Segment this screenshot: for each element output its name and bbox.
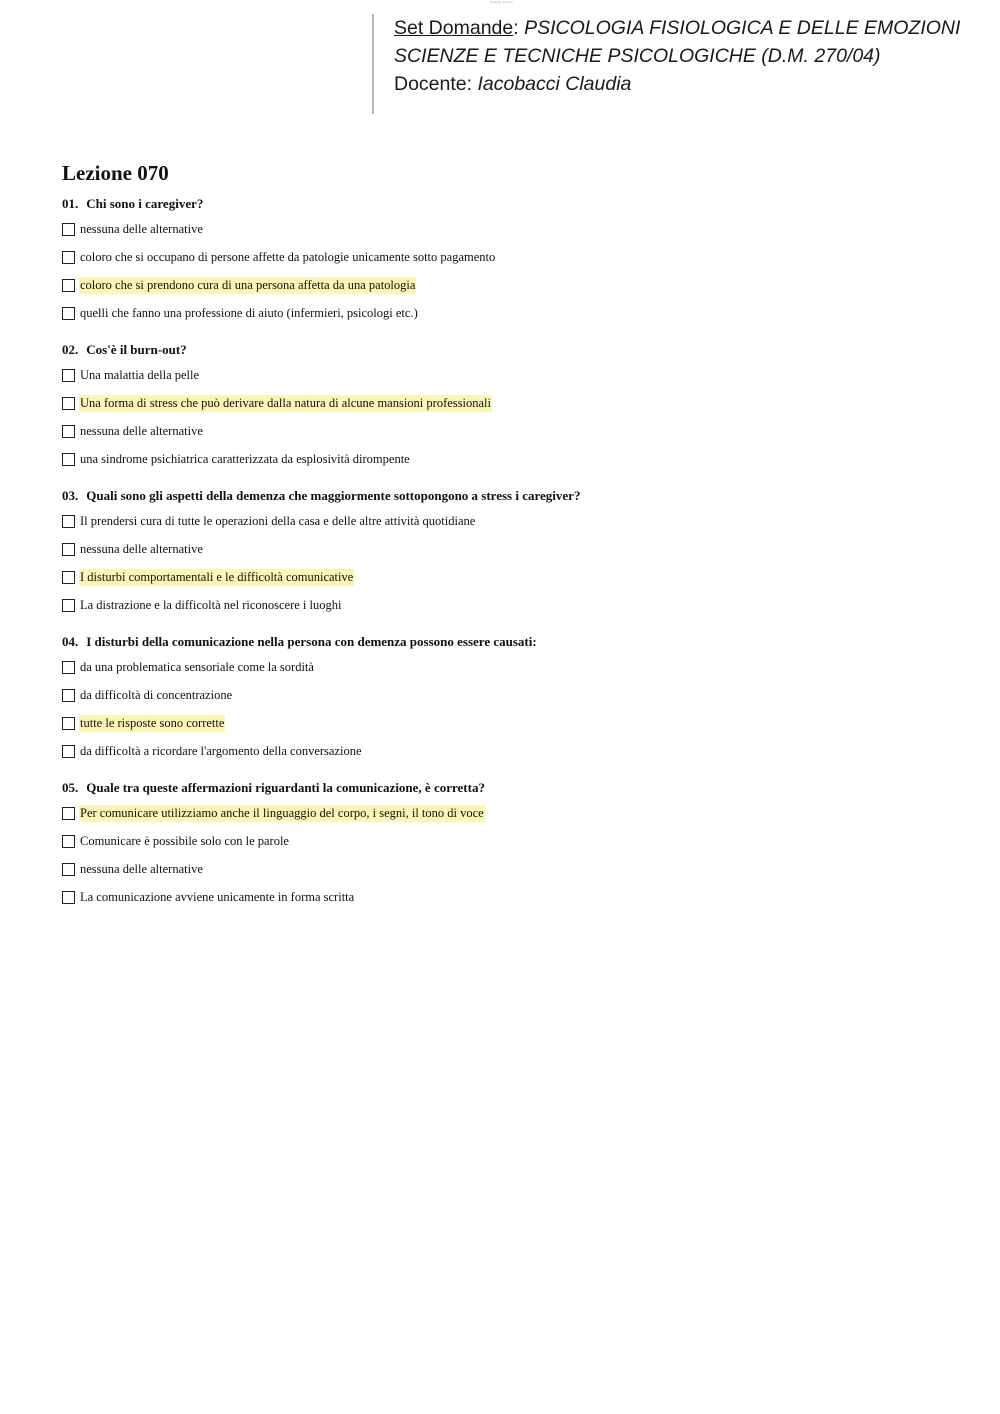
- question-block: [62, 193, 962, 327]
- question-number: 04.: [62, 634, 79, 649]
- answer-text-highlighted: coloro che si prendono cura di una persona affetta da una patologia: [80, 277, 416, 292]
- answer-checkbox[interactable]: [62, 307, 75, 320]
- answer-option[interactable]: [62, 883, 962, 911]
- answer-option[interactable]: [62, 271, 962, 299]
- question-text: Quale tra queste affermazioni riguardanti la comunicazione, è corretta?: [86, 780, 485, 795]
- question-block: [62, 339, 962, 473]
- answer-text: coloro che si occupano di persone affette da patologie unicamente sotto pagamento: [80, 249, 496, 264]
- answer-checkbox[interactable]: [62, 515, 75, 528]
- question-number: 05.: [62, 780, 79, 795]
- question-title: [62, 631, 962, 653]
- question-text: Quali sono gli aspetti della demenza che maggiormente sottopongono a stress i caregiver?: [86, 488, 581, 503]
- answer-checkbox[interactable]: [62, 425, 75, 438]
- lesson-title: Lezione 070: [62, 161, 169, 185]
- answer-option[interactable]: [62, 653, 962, 681]
- answer-option[interactable]: [62, 855, 962, 883]
- answer-text-highlighted: Per comunicare utilizziamo anche il linguaggio del corpo, i segni, il tono di voce: [80, 805, 484, 820]
- answer-option[interactable]: [62, 591, 962, 619]
- answer-text: quelli che fanno una professione di aiuto (infermieri, psicologi etc.): [80, 305, 418, 320]
- answer-text: da difficoltà a ricordare l'argomento della conversazione: [80, 743, 362, 758]
- degree-line: [394, 42, 974, 70]
- answer-checkbox[interactable]: [62, 835, 75, 848]
- answer-text: nessuna delle alternative: [80, 541, 203, 556]
- answer-text: Il prendersi cura di tutte le operazioni della casa e delle altre attività quotidiane: [80, 513, 476, 528]
- answer-checkbox[interactable]: [62, 807, 75, 820]
- answer-option[interactable]: [62, 243, 962, 271]
- answer-text-highlighted: tutte le risposte sono corrette: [80, 715, 225, 730]
- answer-checkbox[interactable]: [62, 397, 75, 410]
- answer-option[interactable]: [62, 563, 962, 591]
- answer-checkbox[interactable]: [62, 717, 75, 730]
- answer-option[interactable]: [62, 417, 962, 445]
- answer-checkbox[interactable]: [62, 745, 75, 758]
- teacher-name: Iacobacci Claudia: [477, 73, 632, 95]
- question-title: [62, 777, 962, 799]
- answer-text: Una malattia della pelle: [80, 367, 200, 382]
- answer-text: da difficoltà di concentrazione: [80, 687, 233, 702]
- answer-option[interactable]: [62, 299, 962, 327]
- answer-option[interactable]: [62, 535, 962, 563]
- question-text: Cos'è il burn-out?: [86, 342, 187, 357]
- question-text: I disturbi della comunicazione nella persona con demenza possono essere causati:: [86, 634, 537, 649]
- answer-option[interactable]: [62, 445, 962, 473]
- teacher-label: Docente:: [394, 73, 478, 95]
- answer-text-highlighted: Una forma di stress che può derivare dalla natura di alcune mansioni professionali: [80, 395, 491, 410]
- course-header: [372, 14, 974, 114]
- question-title: [62, 339, 962, 361]
- answer-checkbox[interactable]: [62, 599, 75, 612]
- answer-text: da una problematica sensoriale come la sordità: [80, 659, 314, 674]
- question-number: 01.: [62, 196, 79, 211]
- answer-text: nessuna delle alternative: [80, 221, 203, 236]
- set-colon: :: [513, 17, 525, 39]
- answer-checkbox[interactable]: [62, 279, 75, 292]
- answer-checkbox[interactable]: [62, 369, 75, 382]
- answer-checkbox[interactable]: [62, 891, 75, 904]
- answer-option[interactable]: [62, 827, 962, 855]
- answer-text: nessuna delle alternative: [80, 423, 203, 438]
- answer-text: La distrazione e la difficoltà nel riconoscere i luoghi: [80, 597, 342, 612]
- question-text: Chi sono i caregiver?: [86, 196, 204, 211]
- question-title: [62, 485, 962, 507]
- answer-text: nessuna delle alternative: [80, 861, 203, 876]
- question-title: [62, 193, 962, 215]
- answer-option[interactable]: [62, 361, 962, 389]
- question-block: [62, 777, 962, 911]
- set-label: Set Domande: [394, 17, 514, 39]
- answer-checkbox[interactable]: [62, 453, 75, 466]
- answer-checkbox[interactable]: [62, 543, 75, 556]
- answer-option[interactable]: [62, 709, 962, 737]
- question-block: [62, 631, 962, 765]
- answer-checkbox[interactable]: [62, 689, 75, 702]
- answer-text: una sindrome psichiatrica caratterizzata da esplosività dirompente: [80, 451, 410, 466]
- course-line: [394, 14, 974, 42]
- question-number: 03.: [62, 488, 79, 503]
- answer-text-highlighted: I disturbi comportamentali e le difficoltà comunicative: [80, 569, 354, 584]
- answer-checkbox[interactable]: [62, 571, 75, 584]
- answer-checkbox[interactable]: [62, 251, 75, 264]
- answer-option[interactable]: [62, 507, 962, 535]
- question-list: [62, 193, 962, 923]
- answer-checkbox[interactable]: [62, 863, 75, 876]
- degree-name: SCIENZE E TECNICHE PSICOLOGICHE (D.M. 270/04): [394, 45, 881, 67]
- answer-text: La comunicazione avviene unicamente in forma scritta: [80, 889, 355, 904]
- answer-checkbox[interactable]: [62, 223, 75, 236]
- page-running-header: Docente: xxx-xxx: [490, 0, 513, 4]
- question-number: 02.: [62, 342, 79, 357]
- answer-option[interactable]: [62, 737, 962, 765]
- course-name: PSICOLOGIA FISIOLOGICA E DELLE EMOZIONI: [524, 17, 961, 39]
- teacher-line: [394, 70, 974, 98]
- answer-checkbox[interactable]: [62, 661, 75, 674]
- answer-option[interactable]: [62, 799, 962, 827]
- answer-option[interactable]: [62, 389, 962, 417]
- question-block: [62, 485, 962, 619]
- answer-text: Comunicare è possibile solo con le parole: [80, 833, 289, 848]
- answer-option[interactable]: [62, 681, 962, 709]
- answer-option[interactable]: [62, 215, 962, 243]
